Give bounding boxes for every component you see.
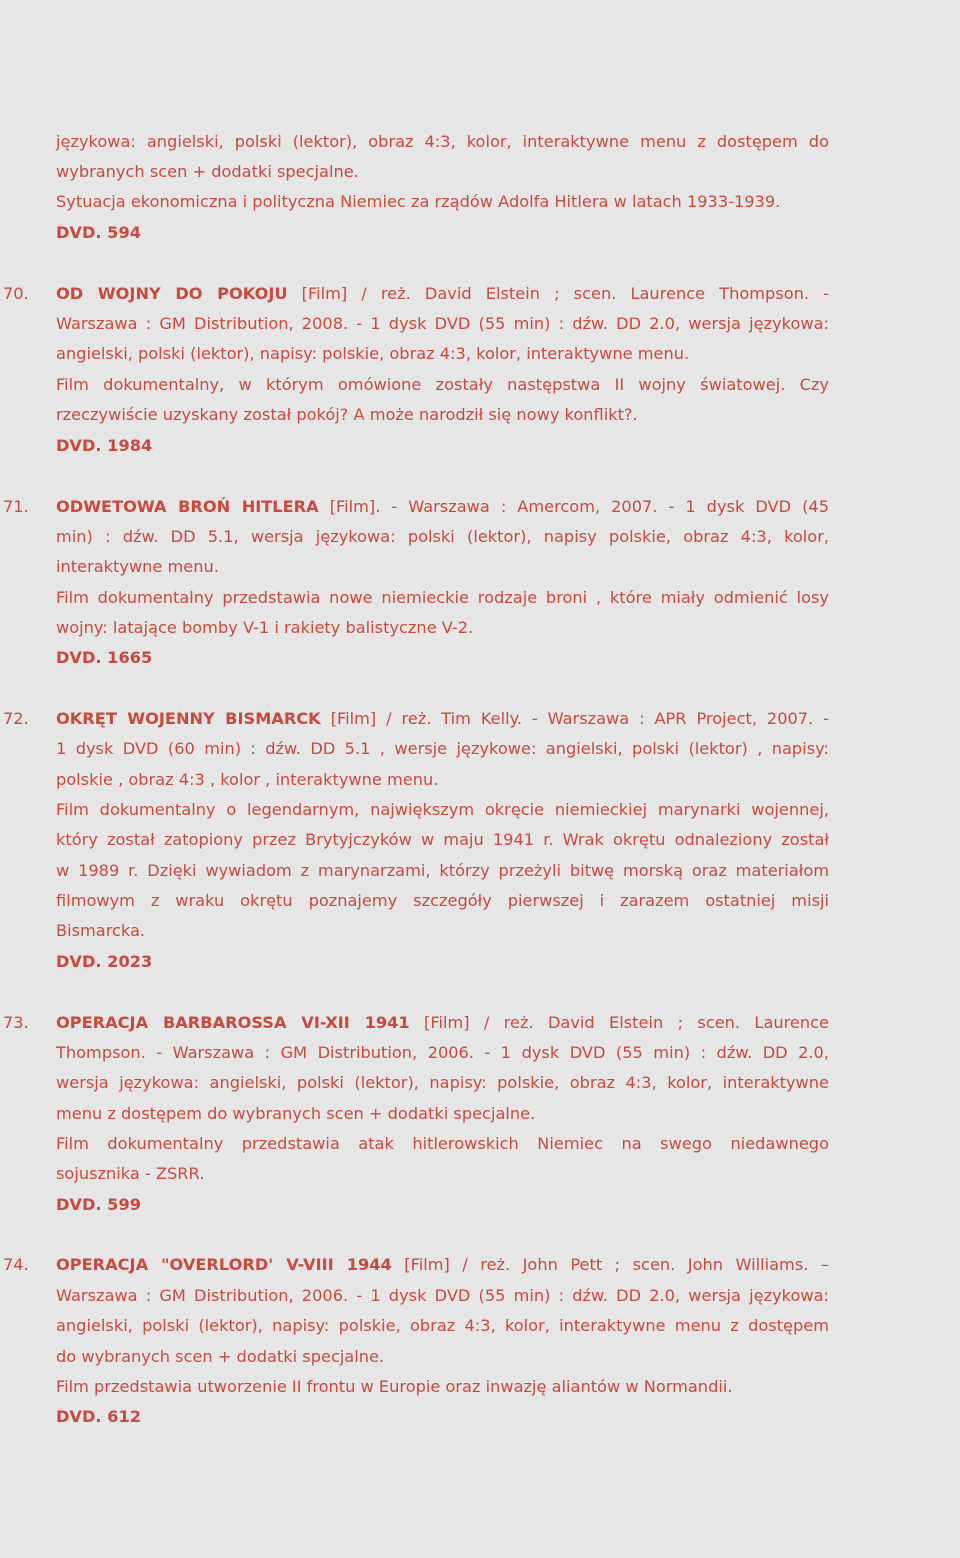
- entry-number: 70.: [3, 284, 29, 303]
- entry-line: interaktywne menu.: [56, 557, 219, 576]
- dvd-number: DVD. 594: [56, 223, 141, 242]
- entry-number: 73.: [3, 1013, 29, 1032]
- entry-title: OPERACJA BARBAROSSA VI-XII 1941: [56, 1013, 410, 1032]
- entry-title: OKRĘT WOJENNY BISMARCK: [56, 709, 321, 728]
- entry-line: Thompson. - Warszawa : GM Distribution, 2006. - 1 dysk DVD (55 min) : dźw. DD 2.0,: [56, 1043, 829, 1062]
- entry-line: filmowym z wraku okrętu poznajemy szczegóły pierwszej i zarazem ostatniej misji: [56, 891, 829, 910]
- entry-line: który został zatopiony przez Brytyjczyków w maju 1941 r. Wrak okrętu odnaleziony został: [56, 830, 829, 849]
- entry-line: polskie , obraz 4:3 , kolor , interaktywne menu.: [56, 770, 439, 789]
- entry-heading-rest: [Film] / reż. David Elstein ; scen. Laurence Thompson. -: [287, 284, 829, 303]
- dvd-number: DVD. 612: [56, 1407, 141, 1426]
- entry-heading: [56, 284, 829, 304]
- entry-heading-rest: [Film] / reż. David Elstein ; scen. Laurence: [409, 1013, 829, 1032]
- dvd-number: DVD. 1665: [56, 648, 153, 667]
- entry-line: Film dokumentalny przedstawia nowe niemieckie rodzaje broni , które miały odmienić losy: [56, 588, 829, 607]
- entry-line: Film dokumentalny o legendarnym, największym okręcie niemieckiej marynarki wojennej,: [56, 800, 829, 819]
- entry-title: OD WOJNY DO POKOJU: [56, 284, 288, 303]
- entry-line: rzeczywiście uzyskany został pokój? A może narodził się nowy konflikt?.: [56, 405, 638, 424]
- dvd-number: DVD. 1984: [56, 436, 153, 455]
- entry-heading-rest: [Film] / reż. John Pett ; scen. John Williams. –: [391, 1255, 829, 1274]
- intro-line: wybranych scen + dodatki specjalne.: [56, 162, 359, 181]
- entry-heading-rest: [Film]. - Warszawa : Amercom, 2007. - 1 dysk DVD (45: [318, 497, 830, 516]
- entry-line: Warszawa : GM Distribution, 2008. - 1 dysk DVD (55 min) : dźw. DD 2.0, wersja językowa:: [56, 314, 829, 333]
- entry-heading: [56, 497, 829, 517]
- entry-number: 71.: [3, 497, 29, 516]
- dvd-number: DVD. 2023: [56, 952, 153, 971]
- entry-line: min) : dźw. DD 5.1, wersja językowa: polski (lektor), napisy polskie, obraz 4:3, kolor,: [56, 527, 829, 546]
- entry-line: 1 dysk DVD (60 min) : dźw. DD 5.1 , wersje językowe: angielski, polski (lektor) , napisy:: [56, 739, 829, 758]
- entry-heading: [56, 1013, 829, 1033]
- entry-line: Warszawa : GM Distribution, 2006. - 1 dysk DVD (55 min) : dźw. DD 2.0, wersja językowa:: [56, 1286, 829, 1305]
- intro-line: językowa: angielski, polski (lektor), obraz 4:3, kolor, interaktywne menu z dostępem do: [56, 132, 829, 151]
- entry-line: wojny: latające bomby V-1 i rakiety balistyczne V-2.: [56, 618, 474, 637]
- entry-line: menu z dostępem do wybranych scen + dodatki specjalne.: [56, 1104, 536, 1123]
- entry-line: Bismarcka.: [56, 921, 146, 940]
- entry-line: Film dokumentalny, w którym omówione zostały następstwa II wojny światowej. Czy: [56, 375, 829, 394]
- entry-line: wersja językowa: angielski, polski (lektor), napisy: polskie, obraz 4:3, kolor, interaktywne: [56, 1073, 829, 1092]
- entry-line: do wybranych scen + dodatki specjalne.: [56, 1347, 385, 1366]
- entry-title: ODWETOWA BROŃ HITLERA: [56, 497, 319, 516]
- entry-line: Film dokumentalny przedstawia atak hitlerowskich Niemiec na swego niedawnego: [56, 1134, 829, 1153]
- entry-heading: [56, 1255, 829, 1275]
- entry-line: w 1989 r. Dzięki wywiadom z marynarzami, którzy przeżyli bitwę morską oraz materiałom: [56, 861, 829, 880]
- entry-number: 74.: [3, 1255, 29, 1274]
- entry-heading: [56, 709, 829, 729]
- entry-line: angielski, polski (lektor), napisy: polskie, obraz 4:3, kolor, interaktywne menu.: [56, 344, 690, 363]
- entry-line: sojusznika - ZSRR.: [56, 1164, 205, 1183]
- dvd-number: DVD. 599: [56, 1195, 141, 1214]
- entry-title: OPERACJA "OVERLORD' V-VIII 1944: [56, 1255, 392, 1274]
- entry-line: Film przedstawia utworzenie II frontu w Europie oraz inwazję aliantów w Normandii.: [56, 1377, 733, 1396]
- entry-line: angielski, polski (lektor), napisy: polskie, obraz 4:3, kolor, interaktywne menu z dostępem: [56, 1316, 829, 1335]
- intro-line: Sytuacja ekonomiczna i polityczna Niemiec za rządów Adolfa Hitlera w latach 1933-1939.: [56, 192, 781, 211]
- entry-number: 72.: [3, 709, 29, 728]
- entry-heading-rest: [Film] / reż. Tim Kelly. - Warszawa : APR Project, 2007. -: [320, 709, 829, 728]
